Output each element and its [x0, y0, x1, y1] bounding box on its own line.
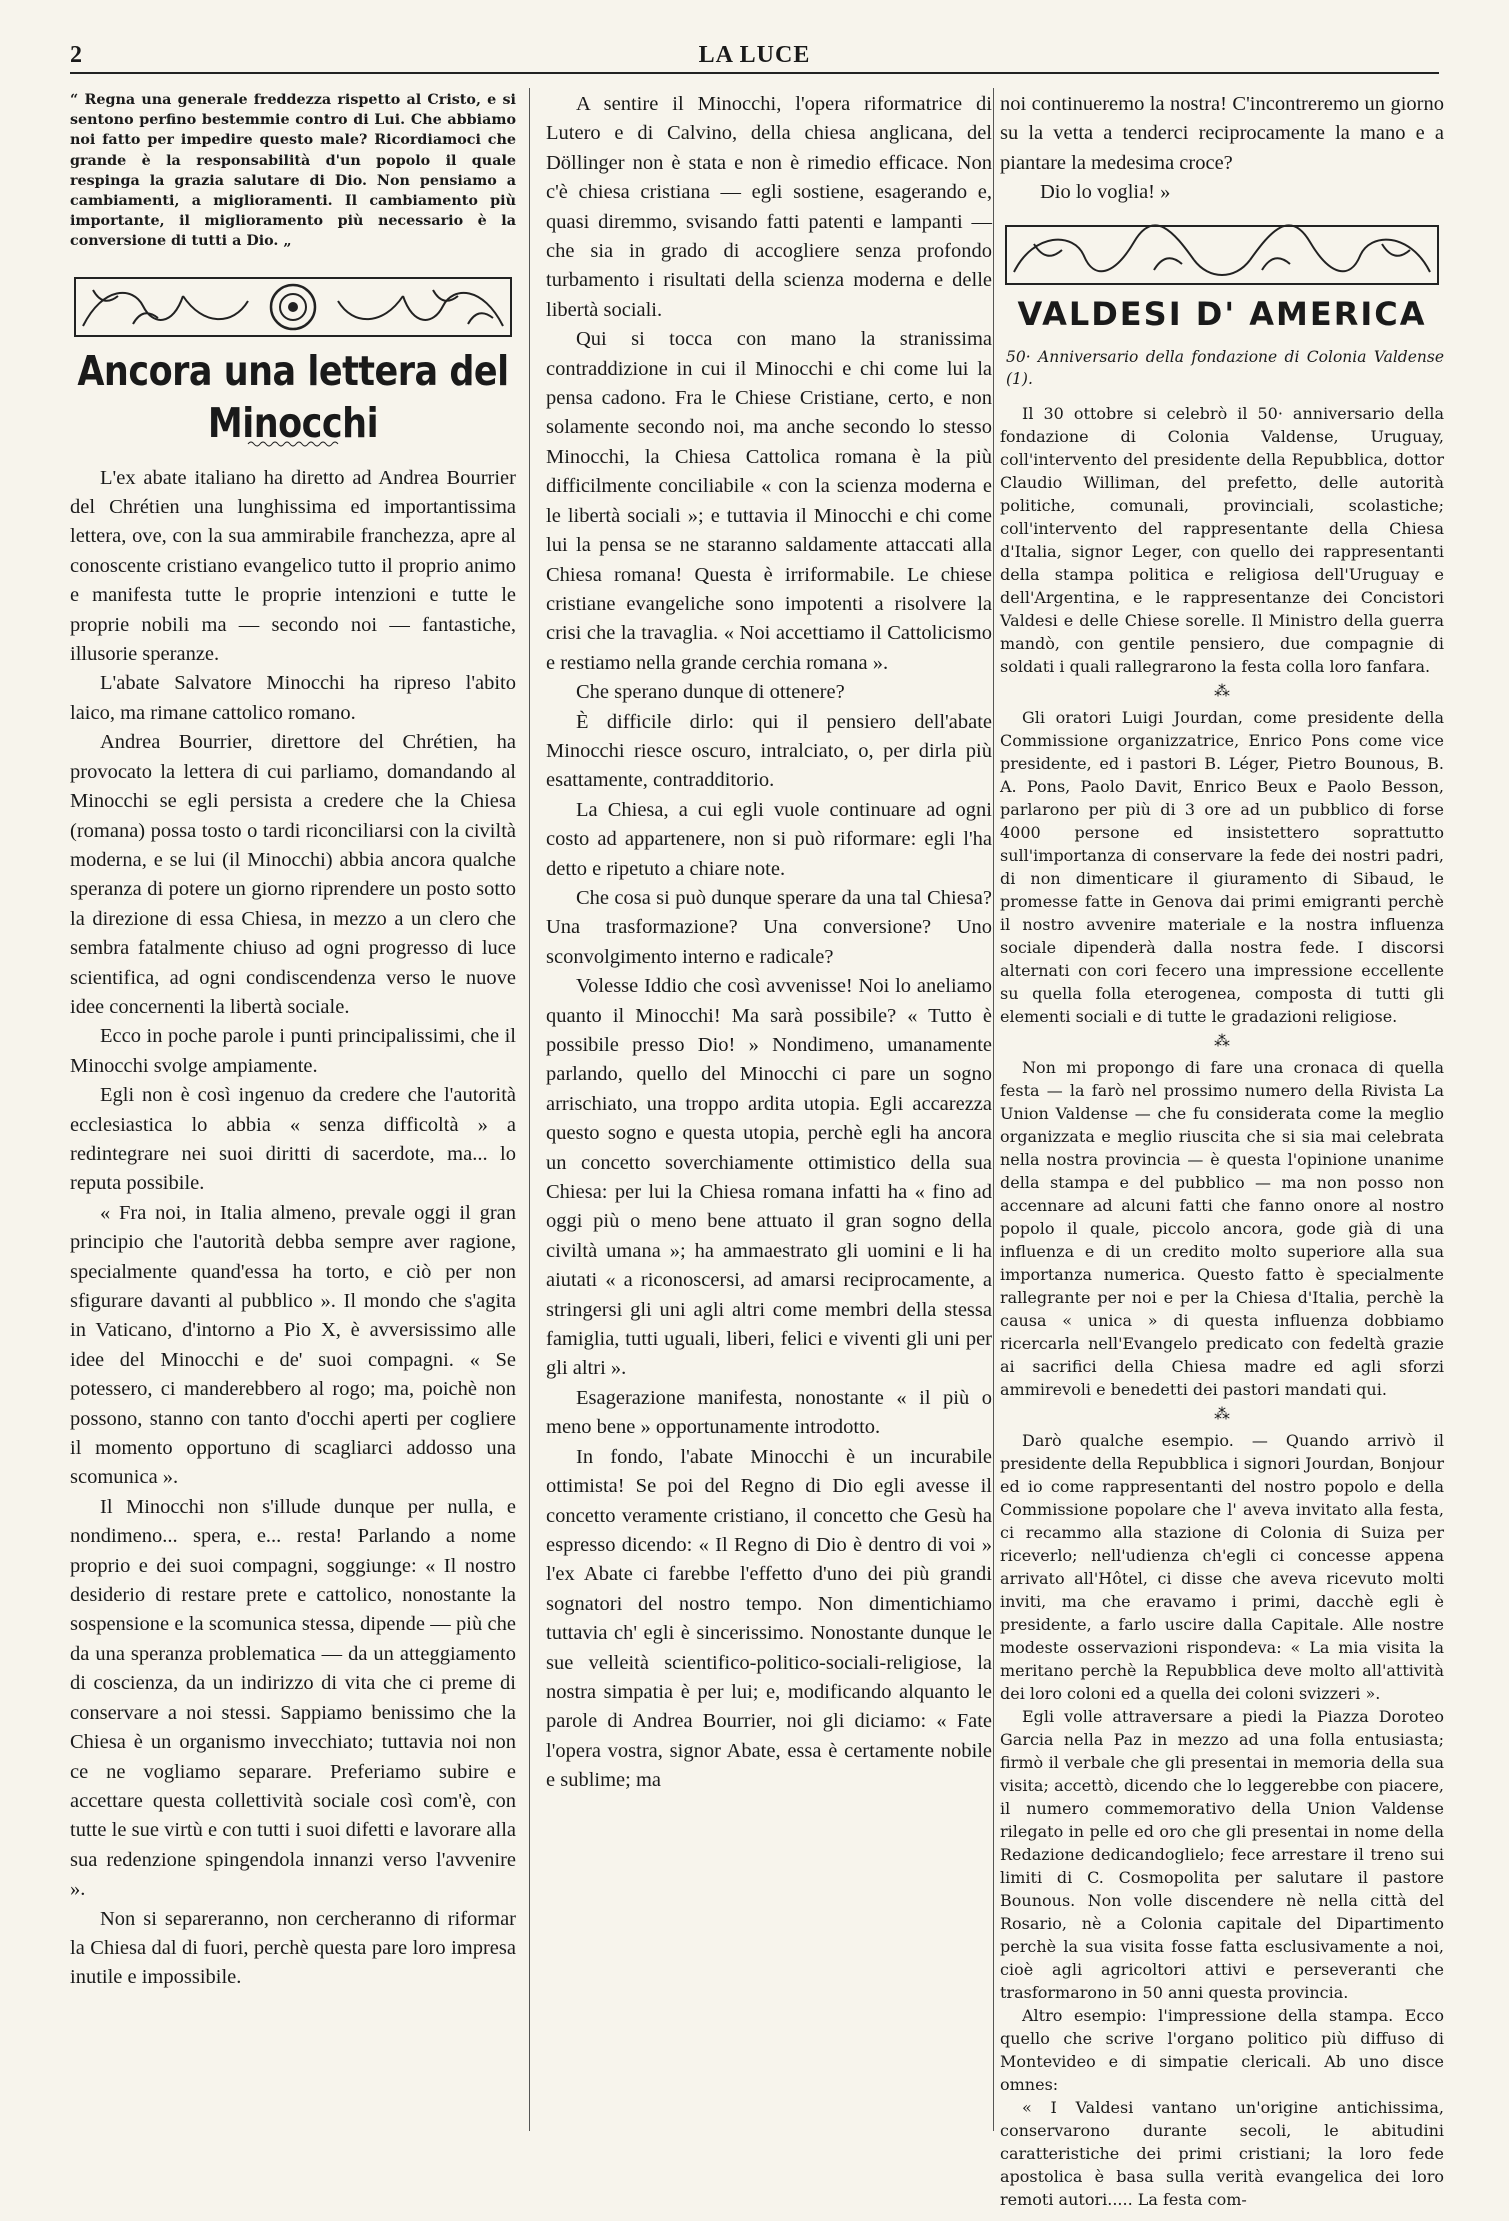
paragraph: « I Valdesi vantano un'origine antichissima, conservarono durante secoli, le abitudini caratteristiche dei primi cristiani; la loro fede apostolica è basa sulla verità evangelica dei loro remoti autori..... La festa com- [1000, 2097, 1444, 2209]
column-divider [529, 88, 530, 2131]
paragraph: Non si separeranno, non cercheranno di riformar la Chiesa dal di fuori, perchè questa pare loro impresa inutile e impossibile. [70, 1907, 516, 1989]
asterism-icon: ⁂ [1214, 682, 1230, 700]
paragraph: Esagerazione manifesta, nonostante « il più o meno bene » opportunamente introdotto. [546, 1386, 992, 1439]
paragraph: Che sperano dunque di ottenere? [576, 681, 845, 704]
paragraph: Volesse Iddio che così avvenisse! Noi lo aneliamo quanto il Minocchi! Ma sarà possibile? « Tutto è possibile presso Dio! » Nondimeno, umanamente parlando, quello del Minocchi ci pare un sogno arrischiato, una troppo ardita utopia. Egli accarezza questo sogno e questa utopia, perchè egli ha ancora un concetto soverchiamente ottimistico della sua Chiesa: per lui la Chiesa romana infatti ha « fino ad oggi più o meno bene attuato il gran sogno della civiltà umana »; ha ammaestrato gli uomini e li ha aiutati « a riconoscersi, ad amarsi reciprocamente, a stringersi gli uni agli altri come membri della stessa famiglia, tutti uguali, liberi, felici e viventi gli uni per gli altri ». [546, 975, 992, 1380]
paragraph: L'ex abate italiano ha diretto ad Andrea Bourrier del Chrétien una lunghissima ed importantissima lettera, ove, con la sua ammirabile franchezza, apre al conoscente cristiano evangelico tutto il proprio animo e manifesta tutte le proprie intenzioni e tutte le proprie nobili ma — secondo noi — fantastiche, illusorie speranze. [70, 466, 516, 666]
closing-line: Dio lo voglia! » [1040, 181, 1171, 204]
paragraph: A sentire il Minocchi, l'opera riformatrice di Lutero e di Calvino, della chiesa anglicana, del Döllinger non è stata e non è rimedio efficace. Non c'è chiesa cristiana — egli sostiene, esagerando e, quasi diremmo, svisando fatti patenti e lampanti — che sia in grado di accogliere senza profondo turbamento i risultati della scienza moderna e delle libertà sociali. [546, 93, 992, 321]
paragraph: Gli oratori Luigi Jourdan, come presidente della Commissione organizzatrice, Enrico Pons come vice presidente, ed i pastori B. Léger, Pietro Bounous, B. A. Pons, Paolo Davit, Enrico Beux e Paolo Besson, parlarono per più di 3 ore ad un pubblico di forse 4000 persone ed insistettero soprattutto sull'importanza di conservare la fede dei nostri padri, di non dimenticare il giuramento di Sibaud, le promesse fatte in Genova dai primi emigranti perchè il nostro avvenire materiale e la nostra influenza sociale dipenderà dalla nostra fede. I discorsi alternati con cori fecero una impressione eccellente su quella folla eterogenea, composta di tutti gli elementi sociali e di tutte le gradazioni religiose. [1000, 707, 1444, 1026]
paragraph: Che cosa si può dunque sperare da una tal Chiesa? Una trasformazione? Una conversione? Uno sconvolgimento interno e radicale? [546, 886, 992, 968]
paragraph: Il 30 ottobre si celebrò il 50· anniversario della fondazione di Colonia Valdense, Uruguay, coll'intervento del presidente della Repubblica, dottor Claudio Williman, del prefetto, delle autorità politiche, comunali, provinciali, scolastiche; coll'intervento del rappresentante della Chiesa d'Italia, signor Leger, con quello dei rappresentanti della stampa politica e religiosa dell'Uruguay e dell'Argentina, e le rappresentanze dei Concistori Valdesi e delle Chiese sorelle. Il Ministro della guerra mandò, con gentile pensiero, due compagnie di soldati i quali rallegrarono la festa colla loro fanfara. [1000, 403, 1444, 676]
paragraph: Egli volle attraversare a piedi la Piazza Doroteo Garcia nella Paz in mezzo ad una folla entusiasta; firmò il verbale che gli presentai in memoria della sua visita; accettò, dicendo che lo leggerebbe con piacere, il numero commemorativo della Union Valdense rilegato in pelle ed oro che gli presentai in nome della Redazione dedicandoglielo; fece arrestare il treno sui limiti di C. Cosmopolita per salutare il pastore Bounous. Non volle discendere nè nella città del Rosario, nè a Colonia capitale del Dipartimento perchè la sua visita fosse fatta esclusivamente a noi, cioè agli agricoltori attivi e perseveranti che trasformarono in 50 anni questa provincia. [1000, 1706, 1444, 2002]
article-subhead: 50· Anniversario della fondazione di Colonia Valdense (1). [1006, 347, 1444, 388]
paragraph: Il Minocchi non s'illude dunque per nulla, e nondimeno... spera, e... resta! Parlando a nome proprio e dei suoi compagni, soggiunge: « Il nostro desiderio di restare prete e cattolico, nonostante la sospensione e la scomunica stessa, dipende — più che da una speranza problematica — da un atteggiamento di coscienza, da un indirizzo di vita che ci preme di conservare a noi stessi. Sappiamo benissimo che la Chiesa è un organismo invecchiato; tuttavia noi non ce ne vogliamo separare. Preferiamo subire e accettare questa collettività sociale così com'è, con tutte le sue virtù e con tutti i suoi difetti e lavorare alla sua redenzione spingendola innanzi verso l'avvenire ». [70, 1495, 516, 1901]
column-divider [993, 88, 994, 2131]
section-headline: VALDESI D' AMERICA [1017, 294, 1427, 333]
paragraph: Ecco in poche parole i punti principalissimi, che il Minocchi svolge ampiamente. [70, 1025, 516, 1077]
paragraph: Andrea Bourrier, direttore del Chrétien, ha provocato la lettera di cui parliamo, domandando al Minocchi se egli persista a credere che la Chiesa (romana) possa tosto o tardi riconciliarsi con la civiltà moderna, e se lui (il Minocchi) abbia ancora qualche speranza di potere un giorno riprendere un posto sotto la direzione di essa Chiesa, in mezzo a un clero che sembra fatalmente chiuso ad ogni progresso di luce scientifica, ad ogni condiscendenza verso le nuove idee concernenti la libertà sociale. [70, 731, 516, 1018]
article-headline: Ancora una lettera del Minocchi [77, 347, 509, 448]
paragraph: L'abate Salvatore Minocchi ha ripreso l'abito laico, ma rimane cattolico romano. [70, 672, 516, 724]
paragraph: noi continueremo la nostra! C'incontreremo un giorno su la vetta a tenderci reciprocamente la mano e a piantare la medesima croce? [1000, 93, 1444, 174]
paragraph: « Fra noi, in Italia almeno, prevale oggi il gran principio che l'autorità debba sempre aver ragione, specialmente quand'essa ha torto, e ciò per non sfigurare davanti al pubblico ». Il mondo che s'agita in Vaticano, d'intorno a Pio X, è avversissimo alle idee del Minocchi e de' suoi compagni. « Se potessero, ci manderebbero al rogo; ma, poichè non possono, stanno con tanto d'occhi aperti per cogliere il momento opportuno di scagliarci addosso una scomunica ». [70, 1201, 516, 1489]
paragraph: La Chiesa, a cui egli vuole continuare ad ogni costo ad appartenere, non si può riformare: egli l'ha detto e ripetuto a chiare note. [546, 798, 992, 880]
opening-quote: “ Regna una generale freddezza rispetto al Cristo, e si sentono perfino bestemmie contro di Lui. Che abbiamo noi fatto per impedire questo male? Ricordiamoci che grande è la responsabilità d'un popolo il quale respinga la grazia salutare di Dio. Non pensiamo a cambiamenti, a miglioramenti. Il cambiamento più importante, il miglioramento più necessario è la conversione di tutti a Dio. „ [70, 92, 516, 250]
newspaper-title: LA LUCE [698, 42, 811, 68]
paragraph: In fondo, l'abate Minocchi è un incurabile ottimista! Se poi del Regno di Dio egli avesse il concetto veramente cristiano, il concetto che Gesù ha espresso dicendo: « Il Regno di Dio è dentro di voi » l'ex Abate ci farebbe l'effetto d'uno dei più grandi sognatori del nostro tempo. Non dimentichiamo tuttavia ch' egli è sincerissimo. Nonostante dunque le sue velleità scientifico-politico-sociali-religiose, la nostra simpatia è per lui; e, modificando alquanto le parole di Andrea Bourrier, noi gli diciamo: « Fate l'opera vostra, signor Abate, essa è certamente nobile e sublime; ma [546, 1445, 992, 1792]
paragraph: Non mi propongo di fare una cronaca di quella festa — la farò nel prossimo numero della Rivista La Union Valdense — che fu considerata come la meglio organizzata e meglio riuscita che si sia mai celebrata nella nostra provincia — è questa l'opinione unanime della stampa e del pubblico — ma non posso non accennare ad alcuni fatti che fanno onore al nostro popolo il quale, piccolo ancora, gode già di una influenza e di un credito molto superiore alla sua importanza numerica. Questo fatto è specialmente rallegrante per noi e per la Chiesa d'Italia, perchè la causa « unica » di questa influenza dobbiamo ricercarla nell'Evangelo predicato con fedeltà grazie ai sacrifici della Chiesa madre ed agli sforzi ammirevoli e benedetti dei pastori mandati qui. [1000, 1057, 1444, 1399]
paragraph: Qui si tocca con mano la stranissima contraddizione in cui il Minocchi e chi come lui la pensa cadono. Fra le Chiese Cristiane, certo, e non solamente secondo noi, ma anche secondo lo stesso Minocchi, la Chiesa Cattolica romana è la più difficilmente conciliabile « con la scienza moderna e le libertà sociali »; e tuttavia il Minocchi e chi come lui la pensa se ne staranno saldamente attaccati alla Chiesa romana! Questa è irriformabile. Le chiese cristiane evangeliche sono impotenti a risolvere la crisi che la travaglia. « Noi accettiamo il Cattolicismo e restiamo nella grande cerchia romana ». [546, 328, 992, 674]
asterism-icon: ⁂ [1214, 1032, 1230, 1050]
asterism-icon: ⁂ [1214, 1405, 1230, 1423]
page-number: 2 [70, 42, 82, 68]
paragraph: Darò qualche esempio. — Quando arrivò il presidente della Repubblica i signori Jourdan, Bonjour ed io come rappresentanti del nostro popolo e della Commissione popolare che l' aveva invitato alla festa, ci recammo alla stazione di Colonia di Suiza per riceverlo; nell'udienza ch'egli ci concesse appena arrivato all'Hôtel, ci disse che aveva ricevuto molti inviti, ma che eravamo i primi, dacchè egli è presidente, a farlo uscire dalla Capitale. Alle nostre modeste osservazioni rispondeva: « La mia visita la meritano perchè la Repubblica deve molto all'attività dei loro coloni ed a quella dei coloni svizzeri ». [1000, 1430, 1444, 1703]
paragraph: È difficile dirlo: qui il pensiero dell'abate Minocchi riesce oscuro, intralciato, o, per dirla più esattamente, contradditorio. [546, 710, 992, 792]
paragraph: Egli non è così ingenuo da credere che l'autorità ecclesiastica lo abbia « senza difficoltà » a redintegrare nei suoi diritti di sacerdote, ma... lo reputa possibile. [70, 1084, 516, 1195]
running-head [70, 38, 1439, 72]
column-1 [70, 90, 516, 2157]
paragraph: Altro esempio: l'impressione della stampa. Ecco quello che scrive l'organo politico più diffuso di Montevideo e di simpatie clericali. Ab uno disce omnes: [1000, 2005, 1444, 2094]
floral-ornament-icon [73, 276, 513, 338]
floral-ornament-icon [1004, 224, 1440, 286]
header-rule [70, 72, 1439, 74]
column-2 [546, 90, 992, 2157]
column-3 [1000, 90, 1444, 2209]
